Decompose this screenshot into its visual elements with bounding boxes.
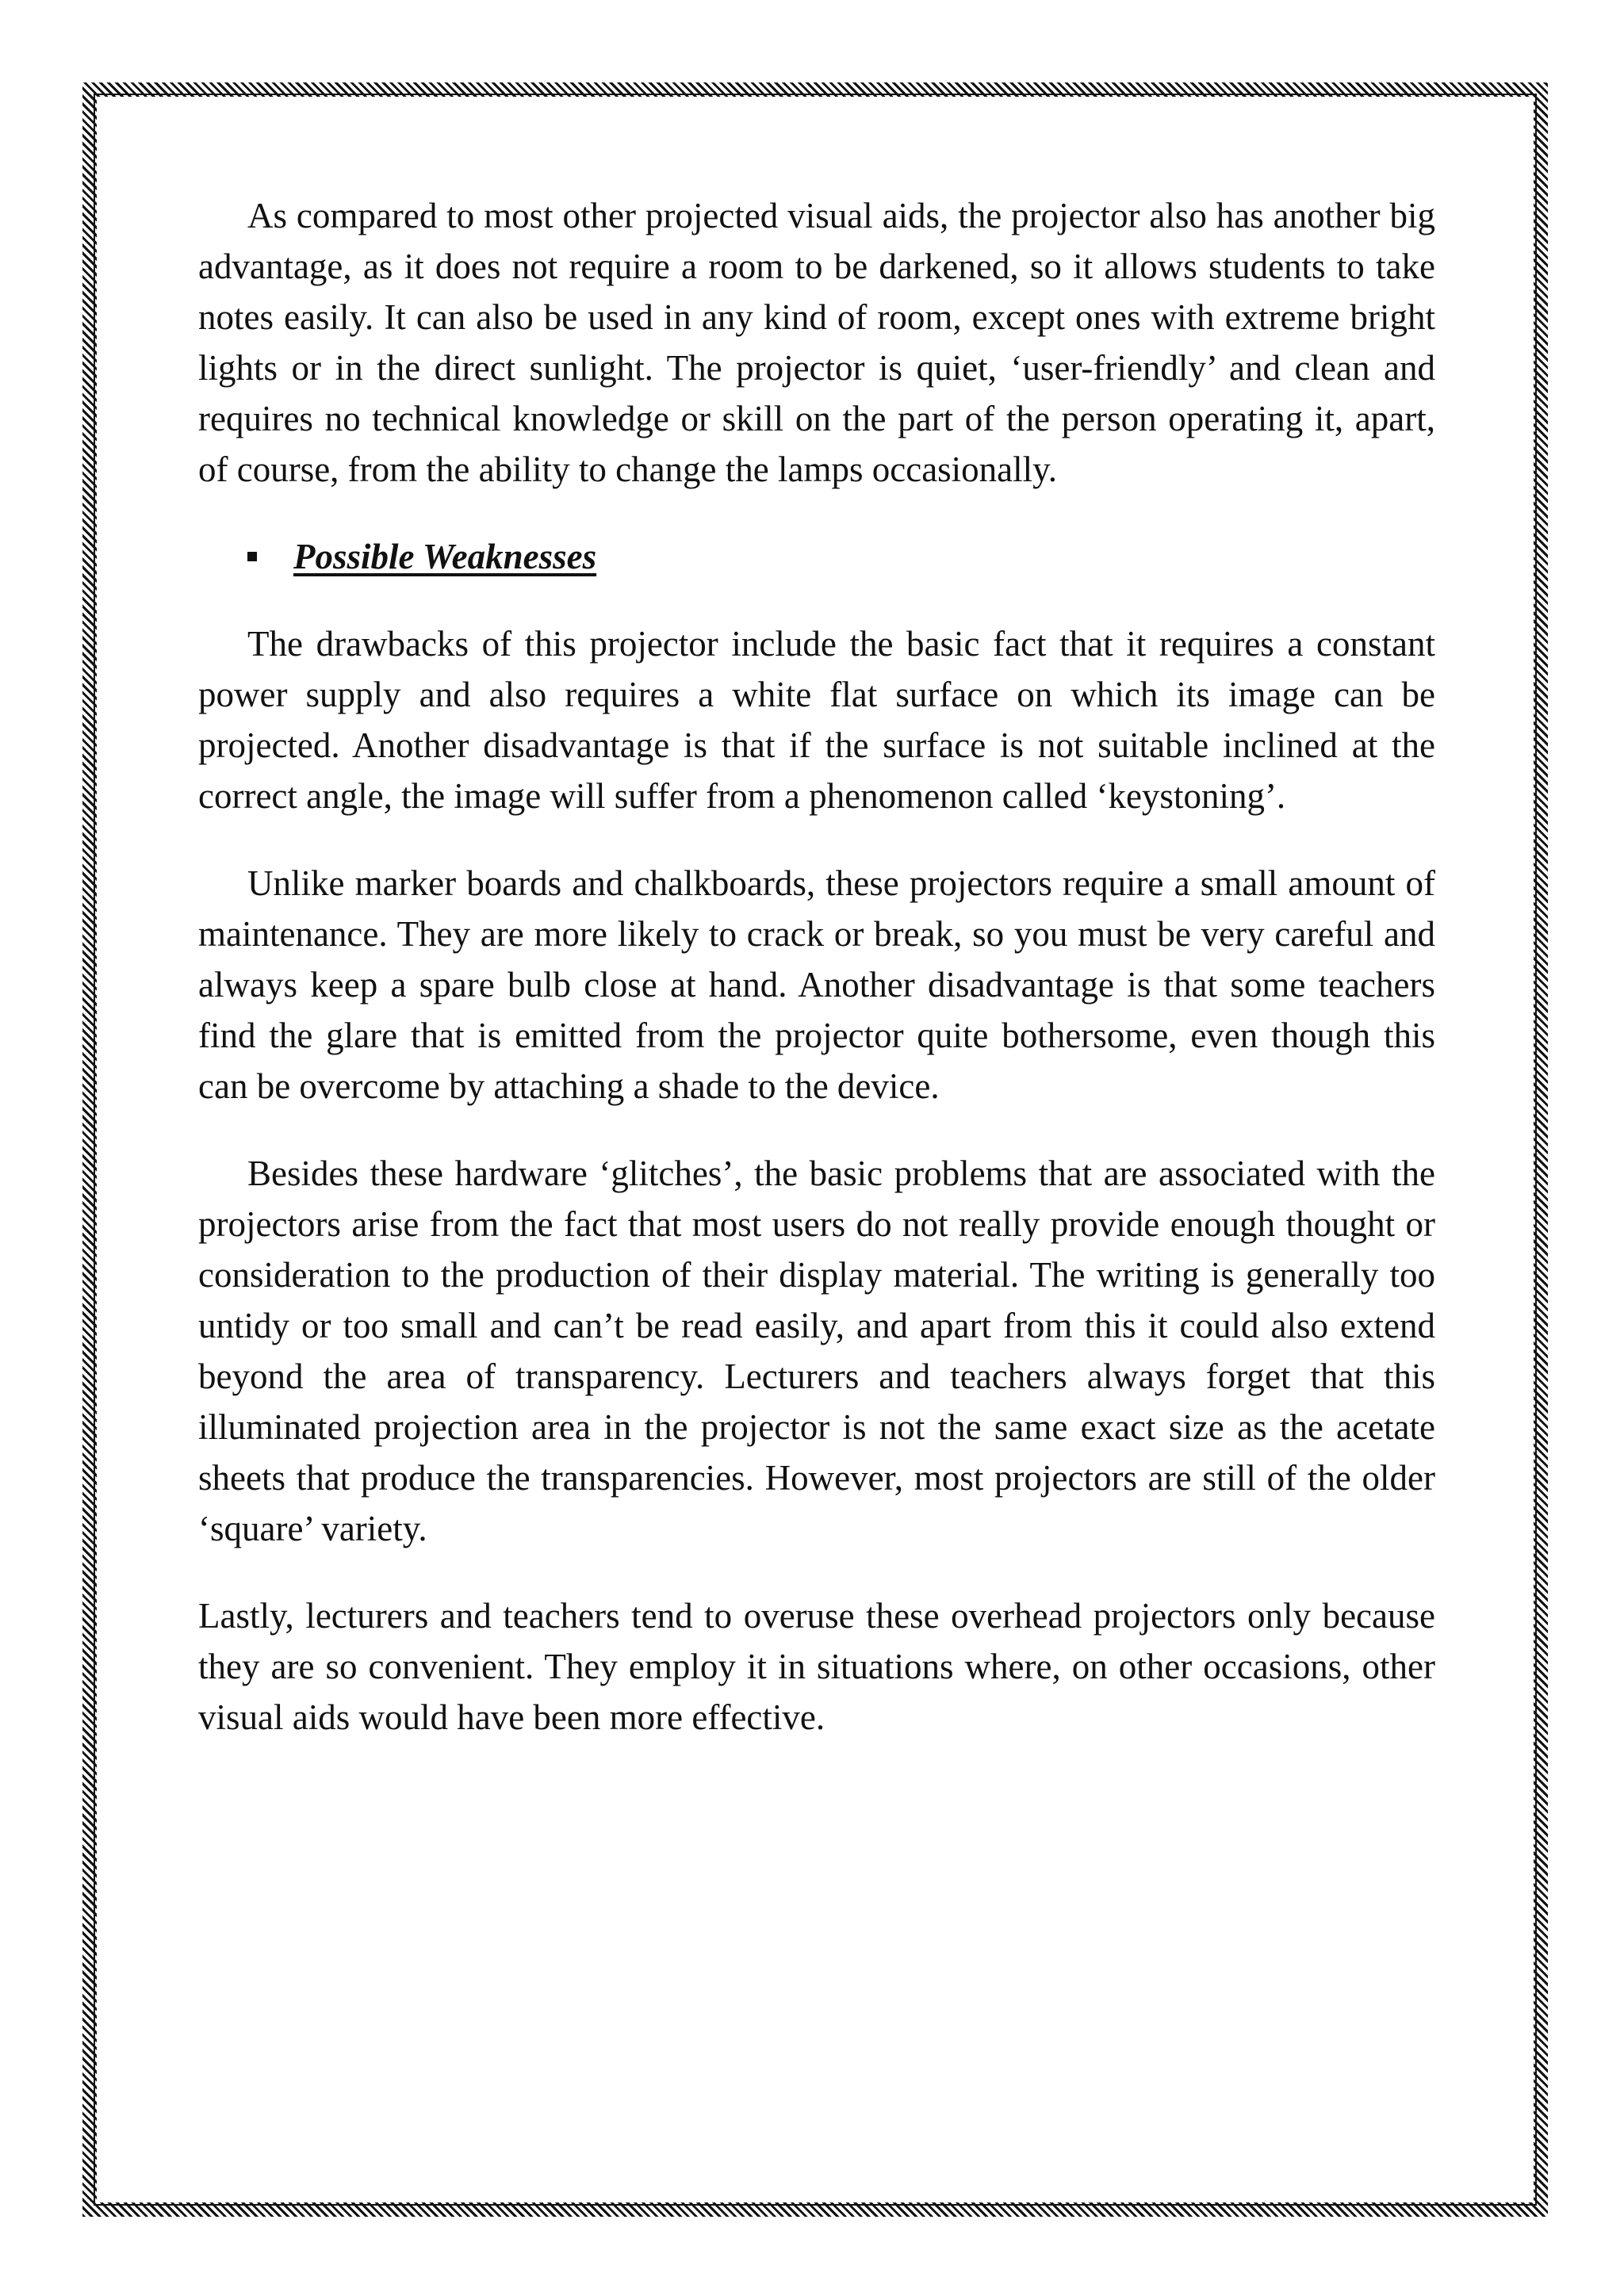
paragraph-maintenance: Unlike marker boards and chalkboards, these projectors require a small amount of maintenance. They are more likely to crack or break, so you must be very careful and always keep a spare bulb close at hand. Another disadvantage is that some teachers find the glare that is emitted from the projector quite bothersome, even though this can be overcome by attaching a shade to the device. [198,863,1435,1106]
section-heading: Possible Weaknesses [293,537,597,576]
paragraph-advantages: As compared to most other projected visual aids, the projector also has another big advantage, as it does not require a room to be darkened, so it allows students to take notes easily. It can also be used in any kind of room, except ones with extreme bright lights or in the direct sunlight. The projector is quiet, ‘user-friendly’ and clean and requires no technical knowledge or skill on the part of the person operating it, apart, of course, from the ability to change the lamps occasionally. [198,196,1435,489]
paragraph-overuse: Lastly, lecturers and teachers tend to overuse these overhead projectors only because they are so convenient. They employ it in situations where, on other occasions, other visual aids would have been more effective. [198,1596,1435,1737]
document-body [198,190,1435,1779]
paragraph-drawbacks: The drawbacks of this projector include the basic fact that it requires a constant power supply and also requires a white flat surface on which its image can be projected. Another disadvantage is that if the surface is not suitable inclined at the correct angle, the image will suffer from a phenomenon called ‘keystoning’. [198,624,1435,816]
section-heading-row [198,531,1435,582]
paragraph-glitches: Besides these hardware ‘glitches’, the basic problems that are associated with the projectors arise from the fact that most users do not really provide enough thought or consideration to the production of their display material. The writing is generally too untidy or too small and can’t be read easily, and apart from this it could also extend beyond the area of transparency. Lecturers and teachers always forget that this illuminated projection area in the projector is not the same exact size as the acetate sheets that produce the transparencies. However, most projectors are still of the older ‘square’ variety. [198,1154,1435,1548]
square-bullet-icon [247,552,257,561]
